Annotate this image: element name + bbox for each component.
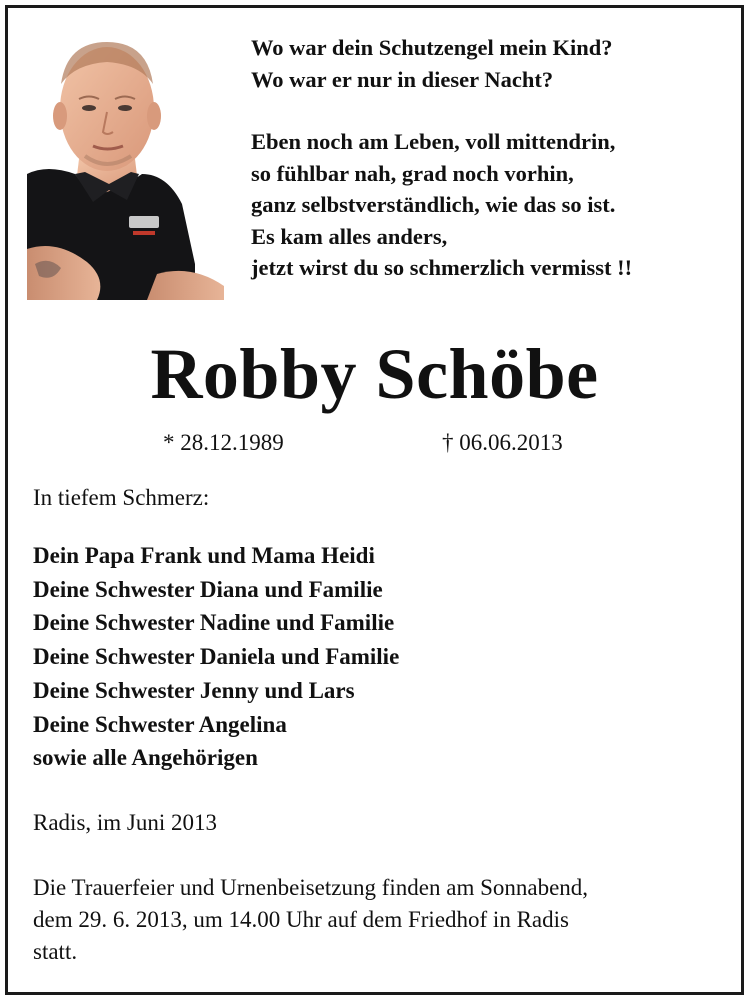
service-line: Die Trauerfeier und Urnenbeisetzung finden am Sonnabend, (33, 875, 589, 900)
poem-line: so fühlbar nah, grad noch vorhin, (251, 160, 574, 186)
poem (251, 32, 731, 284)
service-info (33, 872, 733, 968)
poem-line: ganz selbstverständlich, wie das so ist. (251, 192, 616, 217)
mourners-list (33, 539, 399, 775)
poem-line: Eben noch am Leben, voll mittendrin, (251, 129, 616, 154)
mourner-line: Deine Schwester Diana und Familie (33, 576, 383, 602)
poem-line: Wo war dein Schutzengel mein Kind? (251, 35, 613, 60)
service-line: dem 29. 6. 2013, um 14.00 Uhr auf dem Friedhof in Radis (33, 907, 569, 932)
mourner-line: Deine Schwester Jenny und Lars (33, 677, 355, 703)
mourner-line: Dein Papa Frank und Mama Heidi (33, 543, 375, 568)
service-line: statt. (33, 939, 78, 964)
mourner-line: sowie alle Angehörigen (33, 745, 258, 771)
mourner-line: Deine Schwester Angelina (33, 711, 287, 737)
mourner-line: Deine Schwester Nadine und Familie (33, 610, 395, 636)
portrait-photo (27, 24, 224, 300)
deceased-name: Robby Schöbe (150, 334, 599, 414)
intro-text: In tiefem Schmerz: (33, 485, 210, 510)
poem-line: jetzt wirst du so schmerzlich vermisst !! (251, 255, 633, 280)
obituary-notice (5, 5, 744, 995)
poem-line: Wo war er nur in dieser Nacht? (251, 66, 554, 92)
birth-date: * 28.12.1989 (163, 430, 284, 455)
mourner-line: Deine Schwester Daniela und Familie (33, 644, 400, 670)
place-date: Radis, im Juni 2013 (33, 810, 218, 835)
death-date: † 06.06.2013 (442, 430, 563, 455)
poem-line: Es kam alles anders, (251, 223, 448, 249)
